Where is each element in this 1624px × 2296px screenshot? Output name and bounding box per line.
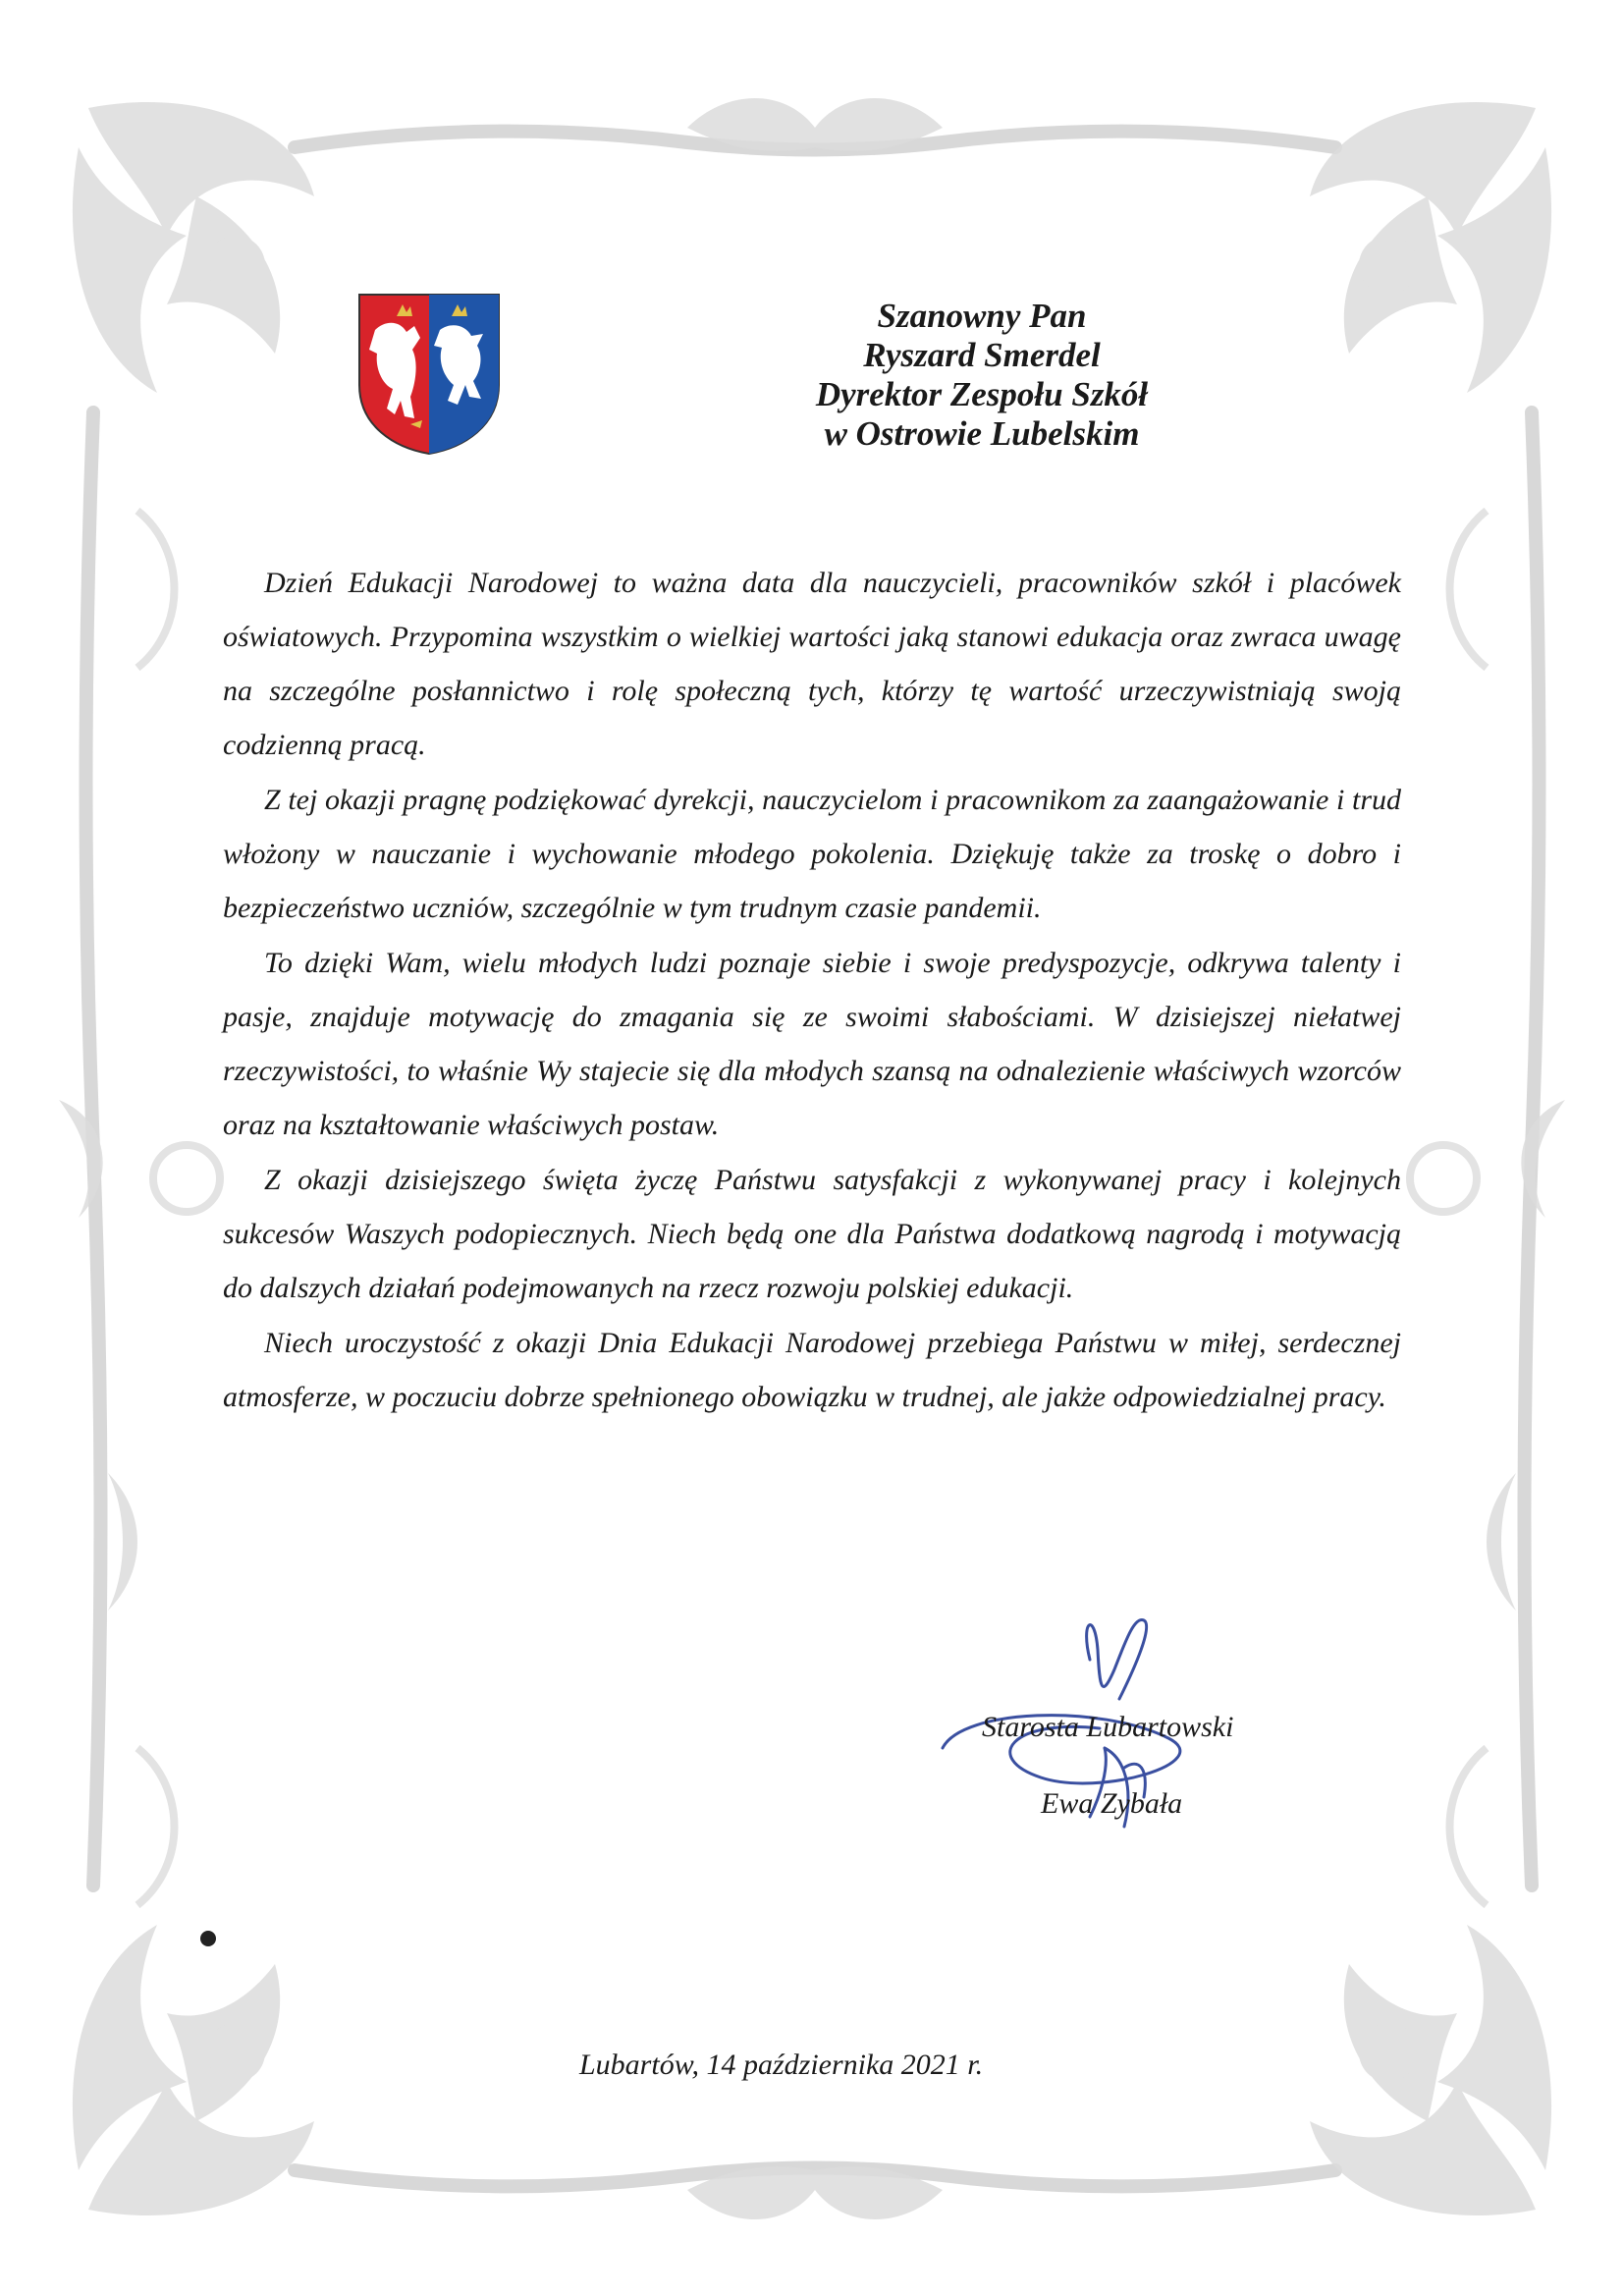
recipient-position: Dyrektor Zespołu Szkół [815,375,1149,413]
recipient-name: Ryszard Smerdel [863,336,1101,374]
recipient-block [687,297,1276,454]
letter-paragraph-1: Dzień Edukacji Narodowej to ważna data dla nauczycieli, pracowników szkół i placówek oświatowych. Przypomina wszystkim o wielkiej wartości jaką stanowi edukacja oraz zwraca uwagę na szczególne posłannictwo i rolę społeczną tych, którzy tę wartość urzeczywistniają swoją codzienną pracą. [223,567,1401,761]
recipient-salutation: Szanowny Pan [877,297,1087,335]
signatory-name: Ewa Zybała [1041,1787,1183,1820]
letter-paragraph-3: To dzięki Wam, wielu młodych ludzi poznaje siebie i swoje predyspozycje, odkrywa talenty i pasje, znajduje motywację do zmagania się ze swoimi słabościami. W dzisiejszej niełatwej rzeczywistości, to właśnie Wy stajecie się dla młodych szansą na odnalezienie właściwych wzorców oraz na kształtowanie właściwych postaw. [223,947,1401,1141]
signature-block [923,1601,1316,1856]
signatory-title: Starosta Lubartowski [982,1711,1234,1743]
place-and-date: Lubartów, 14 października 2021 r. [579,2049,984,2081]
letter-paragraph-4: Z okazji dzisiejszego święta życzę Państwu satysfakcji z wykonywanej pracy i kolejnych sukcesów Waszych podopiecznych. Niech będą one dla Państwa dodatkową nagrodą i motywacją do dalszych działań podejmowanych na rzecz rozwoju polskiej edukacji. [223,1164,1401,1304]
letter-paragraph-2: Z tej okazji pragnę podziękować dyrekcji, nauczycielom i pracownikom za zaangażowanie i trud włożony w nauczanie i wychowanie młodego pokolenia. Dziękuję także za troskę o dobro i bezpieczeństwo uczniów, szczególnie w tym trudnym czasie pandemii. [223,784,1401,924]
letter-body [223,556,1401,1425]
recipient-location: w Ostrowie Lubelskim [824,414,1140,453]
letter-paragraph-5: Niech uroczystość z okazji Dnia Edukacji Narodowej przebiega Państwu w miłej, serdecznej atmosferze, w poczuciu dobrze spełnionego obowiązku w trudnej, ale jakże odpowiedzialnej pracy. [223,1327,1401,1413]
coat-of-arms-icon [355,291,503,456]
bullet-dot [200,1931,216,1946]
